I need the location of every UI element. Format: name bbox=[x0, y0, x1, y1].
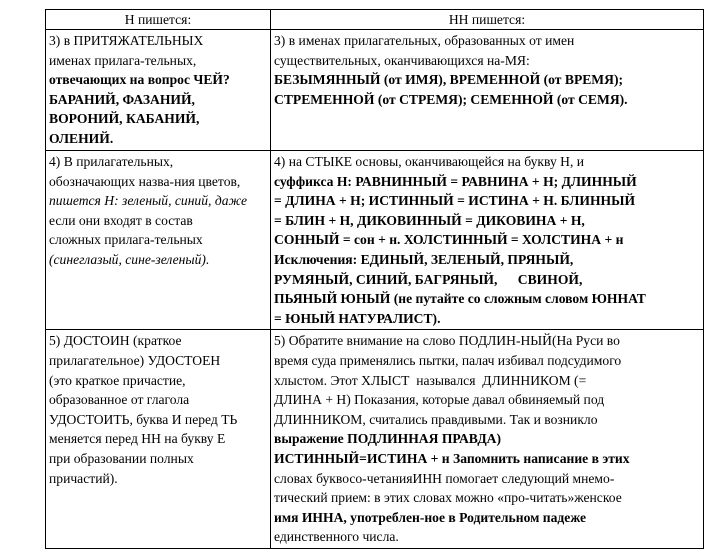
text-line: образованное от глагола bbox=[49, 392, 190, 408]
text-line: БАРАНИЙ, ФАЗАНИЙ, bbox=[49, 91, 195, 107]
text-line: БЕЗЫМЯННЫЙ (от ИМЯ), ВРЕМЕННОЙ (от ВРЕМЯ); bbox=[274, 72, 624, 88]
text-line: 4) В прилагательных, bbox=[49, 154, 174, 169]
text-line: имя ИННА, употреблен-ное в Родительном падеже bbox=[274, 509, 587, 525]
text-line: выражение ПОДЛИННАЯ ПРАВДА) bbox=[274, 431, 502, 447]
rule-row-5 bbox=[46, 330, 704, 549]
text-line: ПЬЯНЫЙ ЮНЫЙ (не путайте со сложным словом ЮННАТ bbox=[274, 291, 646, 307]
text-line: пишется Н: зеленый, синий, даже bbox=[49, 193, 247, 209]
text-line: ИСТИННЫЙ=ИСТИНА + н Запомнить написание в этих bbox=[274, 450, 630, 466]
text-line: ДЛИННИКОМ, считались правдивыми. Так и возникло bbox=[274, 411, 598, 427]
text-line: (синеглазый, сине-зеленый). bbox=[49, 251, 210, 267]
text-line: УДОСТОИТЬ, буква И перед ТЬ bbox=[49, 411, 238, 427]
text-line: меняется перед НН на букву Е bbox=[49, 431, 226, 447]
text-line: обозначающих назва-ния цветов, bbox=[49, 173, 241, 189]
rule-4-single-n bbox=[46, 151, 271, 330]
text-line: СОННЫЙ = сон + н. ХОЛСТИННЫЙ = ХОЛСТИНА + н bbox=[274, 232, 624, 248]
text-line: ОЛЕНИЙ. bbox=[49, 130, 114, 146]
text-line: Исключения: ЕДИНЫЙ, ЗЕЛЕНЫЙ, ПРЯНЫЙ, bbox=[274, 251, 574, 267]
rules-sheet bbox=[45, 9, 703, 545]
rule-row-3 bbox=[46, 30, 704, 151]
text-line: словах буквосо-четанияИНН помогает следующий мнемо- bbox=[274, 470, 615, 486]
text-line: ДЛИНА + Н) Показания, которые давал обвиняемый под bbox=[274, 392, 605, 408]
header-row bbox=[46, 10, 704, 30]
rule-row-4 bbox=[46, 151, 704, 330]
text-line: при образовании полных bbox=[49, 450, 194, 466]
text-line: существительных, оканчивающихся на-МЯ: bbox=[274, 52, 530, 68]
text-line: если они входят в состав bbox=[49, 212, 193, 228]
text-line: время суда применялись пытки, палач избивал подсудимого bbox=[274, 352, 622, 368]
text-line: 4) на СТЫКЕ основы, оканчивающейся на букву Н, и bbox=[274, 154, 585, 169]
text-line: 3) в ПРИТЯЖАТЕЛЬНЫХ bbox=[49, 33, 204, 48]
text-line: РУМЯНЫЙ, СИНИЙ, БАГРЯНЫЙ, СВИНОЙ, bbox=[274, 271, 583, 287]
text-line: суффикса Н: РАВНИННЫЙ = РАВНИНА + Н; ДЛИННЫЙ bbox=[274, 173, 637, 189]
text-line: сложных прилага-тельных bbox=[49, 232, 203, 248]
text-line: = ЮНЫЙ НАТУРАЛИСТ). bbox=[274, 310, 441, 326]
rule-3-single-n bbox=[46, 30, 271, 151]
text-line: отвечающих на вопрос ЧЕЙ? bbox=[49, 72, 230, 88]
spelling-rules-table bbox=[45, 9, 704, 549]
text-line: 5) Обратите внимание на слово ПОДЛИН-НЫЙ(На Руси во bbox=[274, 333, 620, 349]
text-line: СТРЕМЕННОЙ (от СТРЕМЯ); СЕМЕННОЙ (от СЕМЯ). bbox=[274, 91, 628, 107]
text-line: (это краткое причастие, bbox=[49, 372, 186, 388]
rule-3-double-n bbox=[271, 30, 704, 151]
text-line: прилагательное) УДОСТОЕН bbox=[49, 352, 221, 368]
text-line: = БЛИН + Н, ДИКОВИННЫЙ = ДИКОВИНА + Н, bbox=[274, 212, 585, 228]
header-double-n: НН пишется: bbox=[271, 10, 704, 30]
rule-5-double-n bbox=[271, 330, 704, 549]
header-single-n: Н пишется: bbox=[46, 10, 271, 30]
text-line: именах прилага-тельных, bbox=[49, 52, 197, 68]
text-line: 3) в именах прилагательных, образованных от имен bbox=[274, 33, 575, 48]
text-line: 5) ДОСТОИН (краткое bbox=[49, 333, 182, 349]
text-line: хлыстом. Этот ХЛЫСТ назывался ДЛИННИКОМ (= bbox=[274, 372, 587, 388]
text-line: тический прием: в этих словах можно «про-читать»женское bbox=[274, 490, 622, 506]
text-line: причастий). bbox=[49, 470, 118, 486]
text-line: = ДЛИНА + Н; ИСТИННЫЙ = ИСТИНА + Н. БЛИННЫЙ bbox=[274, 193, 636, 209]
rule-5-single-n bbox=[46, 330, 271, 549]
text-line: ВОРОНИЙ, КАБАНИЙ, bbox=[49, 111, 200, 127]
text-line: единственного числа. bbox=[274, 529, 399, 545]
rule-4-double-n bbox=[271, 151, 704, 330]
